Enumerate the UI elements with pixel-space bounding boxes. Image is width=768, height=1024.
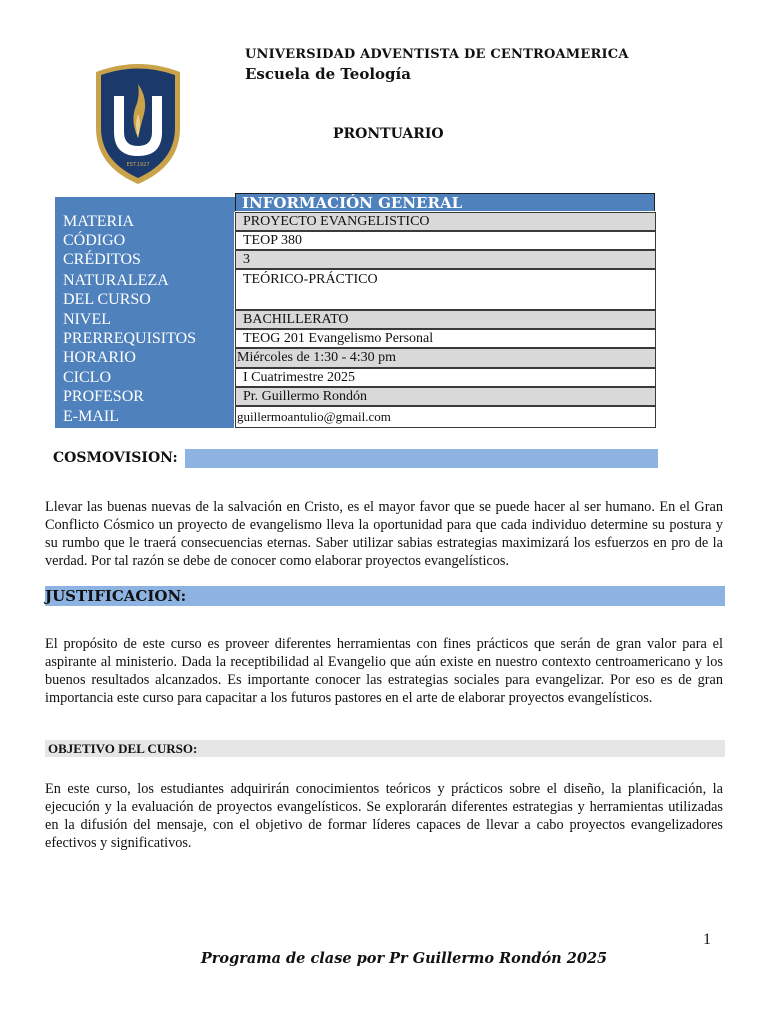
- row-label: E-MAIL: [55, 406, 234, 428]
- cosmovision-heading-bar: [53, 449, 658, 468]
- row-value: TEOG 201 Evangelismo Personal: [235, 329, 656, 348]
- row-value: TEÓRICO-PRÁCTICO: [235, 269, 656, 310]
- row-value: 3: [235, 250, 656, 269]
- justificacion-heading: JUSTIFICACION:: [45, 586, 725, 606]
- row-label: CICLO: [55, 368, 234, 387]
- table-row: [55, 406, 656, 428]
- info-table-title: INFORMACIÓN GENERAL: [235, 193, 655, 211]
- heading-fill: [185, 449, 658, 468]
- table-row: [55, 368, 656, 387]
- cosmovision-heading: COSMOVISION:: [53, 450, 178, 466]
- row-value: BACHILLERATO: [235, 310, 656, 329]
- row-label: PRERREQUISITOS: [55, 329, 234, 348]
- row-value: Pr. Guillermo Rondón: [235, 387, 656, 406]
- svg-text:EST.1927: EST.1927: [126, 162, 150, 168]
- row-label: NIVEL: [55, 310, 234, 329]
- row-value: TEOP 380: [235, 231, 656, 250]
- page-number: 1: [703, 931, 711, 948]
- table-row: [55, 310, 656, 329]
- school-name: Escuela de Teología: [245, 65, 411, 83]
- justificacion-text: El propósito de este curso es proveer diferentes herramientas con fines prácticos que serán de gran valor para el aspirante al ministerio. Dada la receptibilidad al Evangelio que aún existe en nuestro contexto centroamericano y los buenos resultados alcanzados. Es importante conocer las estrategias sociales para evangelizar. Por eso es de gran importancia este curso para capacitar a los futuros pastores en el arte de elaborar proyectos evangelísticos.: [45, 636, 723, 706]
- general-info-table: [55, 193, 657, 429]
- row-label: MATERIA: [55, 212, 234, 231]
- row-label: PROFESOR: [55, 387, 234, 406]
- footer-text: Programa de clase por Pr Guillermo Rondón 2025: [200, 950, 608, 967]
- row-label: HORARIO: [55, 348, 234, 368]
- table-row: [55, 231, 656, 250]
- email-link[interactable]: guillermoantulio@gmail.com: [235, 406, 656, 428]
- row-value: I Cuatrimestre 2025: [235, 368, 656, 387]
- info-table-header-fill: [55, 197, 235, 212]
- university-shield-logo-icon: [92, 62, 184, 186]
- table-row: [55, 387, 656, 406]
- objetivo-text: En este curso, los estudiantes adquirirán conocimientos teóricos y prácticos sobre el diseño, la planificación, la ejecución y la evaluación de proyectos evangelísticos. Se explorarán diferentes estrategias y herramientas utilizadas en la difusión del mensaje, con el objetivo de formar líderes capaces de llevar a cabo proyectos evangelizadores efectivos y significativos.: [45, 781, 723, 851]
- table-row: [55, 212, 656, 231]
- table-row: [55, 329, 656, 348]
- row-label: [55, 269, 234, 310]
- objetivo-heading: OBJETIVO DEL CURSO:: [45, 740, 725, 757]
- row-value: PROYECTO EVANGELISTICO: [235, 212, 656, 231]
- row-label-line: DEL CURSO: [63, 291, 151, 308]
- row-value: Miércoles de 1:30 - 4:30 pm: [235, 348, 656, 368]
- cosmovision-text: Llevar las buenas nuevas de la salvación en Cristo, es el mayor favor que se puede hacer al ser humano. En el Gran Conflicto Cósmico un proyecto de evangelismo lleva la oportunidad para que cada individuo determine su postura y su rumbo que le traerá consecuencias eternas. Saber utilizar sabias estrategias maximizará los esfuerzos en pro de la verdad. Por tal razón se debe de conocer como elaborar proyectos evangelísticos.: [45, 499, 723, 569]
- table-row: [55, 269, 656, 310]
- table-row: [55, 348, 656, 368]
- row-label-line: NATURALEZA: [63, 272, 169, 289]
- row-label: CÓDIGO: [55, 231, 234, 250]
- university-name: UNIVERSIDAD ADVENTISTA DE CENTROAMERICA: [245, 47, 629, 62]
- document-title: PRONTUARIO: [333, 126, 444, 142]
- table-row: [55, 250, 656, 269]
- row-label: CRÉDITOS: [55, 250, 234, 269]
